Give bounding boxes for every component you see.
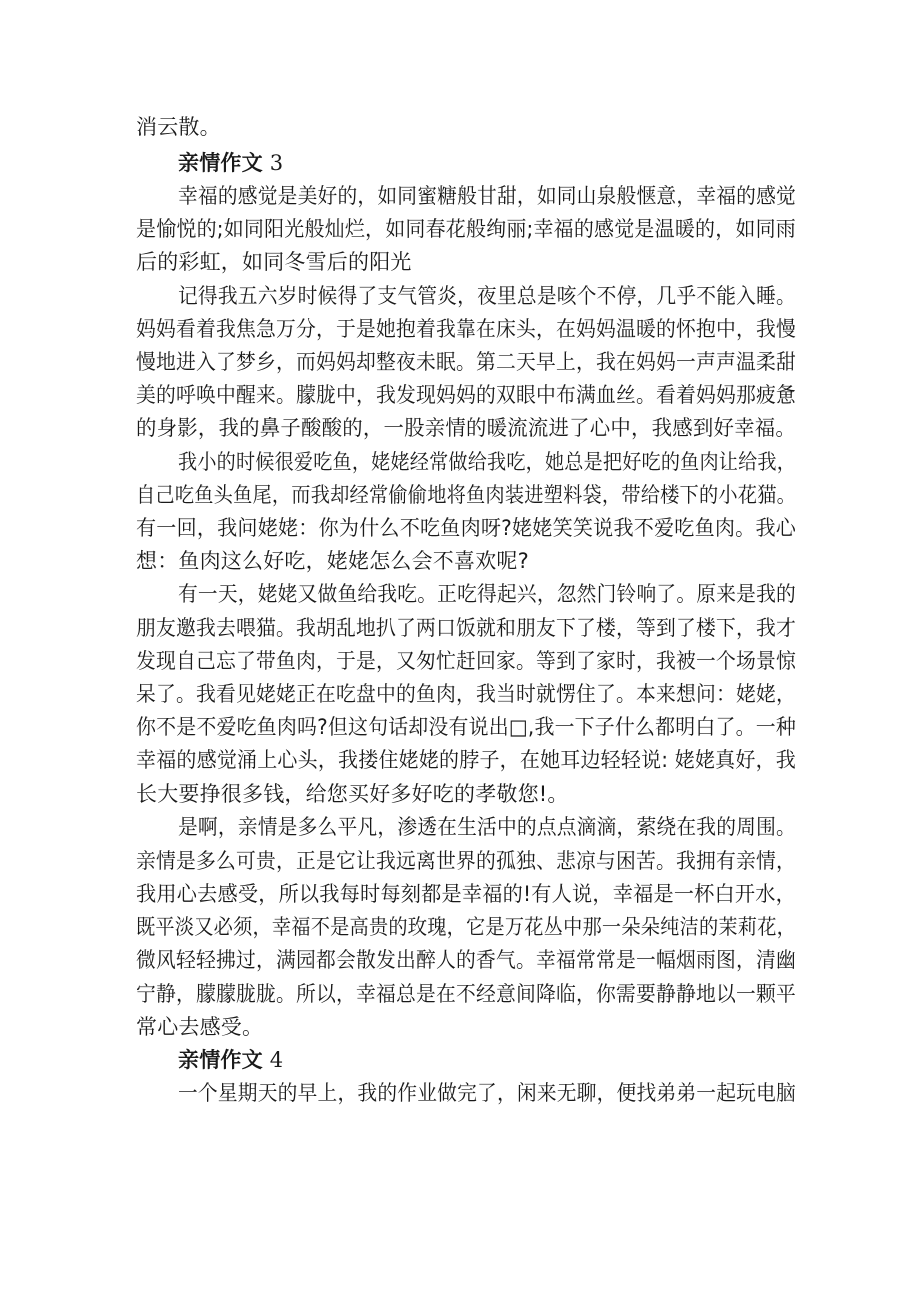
paragraph-line: 呆了。我看见姥姥正在吃盘中的鱼肉，我当时就愣住了。本来想问：姥姥， bbox=[136, 682, 797, 706]
paragraph-line: 有一天，姥姥又做鱼给我吃。正吃得起兴，忽然门铃响了。原来是我的 bbox=[178, 582, 796, 606]
paragraph-line: 微风轻轻拂过，满园都会散发出醉人的香气。幸福常常是一幅烟雨图，清幽 bbox=[136, 948, 797, 972]
paragraph-line: 有一回，我问姥姥：你为什么不吃鱼肉呀?姥姥笑笑说我不爱吃鱼肉。我心 bbox=[136, 516, 797, 540]
paragraph-line: 幸福的感觉是美好的，如同蜜糖般甘甜，如同山泉般惬意，幸福的感觉 bbox=[178, 184, 796, 208]
paragraph-line: 记得我五六岁时候得了支气管炎，夜里总是咳个不停，几乎不能入睡。 bbox=[178, 284, 796, 308]
paragraph-line: 自己吃鱼头鱼尾，而我却经常偷偷地将鱼肉装进塑料袋，带给楼下的小花猫。 bbox=[136, 483, 797, 507]
paragraph-line: 想：鱼肉这么好吃，姥姥怎么会不喜欢呢? bbox=[136, 549, 529, 573]
paragraph-line: 朋友邀我去喂猫。我胡乱地扒了两口饭就和朋友下了楼，等到了楼下，我才 bbox=[136, 616, 797, 640]
paragraph-line: 后的彩虹，如同冬雪后的阳光 bbox=[136, 250, 412, 274]
paragraph-line: 是愉悦的;如同阳光般灿烂，如同春花般绚丽;幸福的感觉是温暖的，如同雨 bbox=[136, 217, 796, 241]
paragraph-line: 幸福的感觉涌上心头，我搂住姥姥的脖子，在她耳边轻轻说: 姥姥真好，我 bbox=[136, 748, 797, 772]
section-heading-title: 亲情作文 bbox=[178, 151, 263, 175]
paragraph-line: 的身影，我的鼻子酸酸的，一股亲情的暖流流进了心中，我感到好幸福。 bbox=[136, 416, 797, 440]
section-heading-number: 3 bbox=[262, 151, 284, 175]
section-heading-number: 4 bbox=[262, 1048, 284, 1072]
paragraph-line: 妈妈看着我焦急万分，于是她抱着我靠在床头，在妈妈温暖的怀抱中，我慢 bbox=[136, 317, 797, 341]
paragraph-line: 发现自己忘了带鱼肉，于是，又匆忙赶回家。等到了家时，我被一个场景惊 bbox=[136, 649, 797, 673]
paragraph-line: 美的呼唤中醒来。朦胧中，我发现妈妈的双眼中布满血丝。看着妈妈那疲惫 bbox=[136, 383, 797, 407]
section-heading-title: 亲情作文 bbox=[178, 1048, 263, 1072]
paragraph-line: 常心去感受。 bbox=[136, 1015, 264, 1039]
section-heading bbox=[178, 148, 283, 178]
paragraph-line: 我用心去感受，所以我每时每刻都是幸福的!有人说，幸福是一杯白开水， bbox=[136, 882, 797, 906]
paragraph-line: 是啊，亲情是多么平凡，渗透在生活中的点点滴滴，萦绕在我的周围。 bbox=[178, 815, 796, 839]
paragraph-line: 消云散。 bbox=[136, 115, 221, 139]
paragraph-line: 我小的时候很爱吃鱼，姥姥经常做给我吃，她总是把好吃的鱼肉让给我， bbox=[178, 450, 797, 474]
section-heading bbox=[178, 1045, 283, 1075]
paragraph-line: 长大要挣很多钱，给您买好多好吃的孝敬您!。 bbox=[136, 782, 569, 806]
paragraph-line: 你不是不爱吃鱼肉吗?但这句话却没有说出□,我一下子什么都明白了。一种 bbox=[136, 715, 796, 739]
paragraph-line: 一个星期天的早上，我的作业做完了，闲来无聊，便找弟弟一起玩电脑 bbox=[178, 1081, 796, 1105]
paragraph-line: 既平淡又必须，幸福不是高贵的玫瑰，它是万花丛中那一朵朵纯洁的茉莉花， bbox=[136, 915, 797, 939]
paragraph-line: 慢地进入了梦乡，而妈妈却整夜未眠。第二天早上，我在妈妈一声声温柔甜 bbox=[136, 350, 797, 374]
paragraph-line: 宁静，朦朦胧胧。所以，幸福总是在不经意间降临，你需要静静地以一颗平 bbox=[136, 982, 797, 1006]
paragraph-line: 亲情是多么可贵，正是它让我远离世界的孤独、悲凉与困苦。我拥有亲情， bbox=[136, 849, 797, 873]
